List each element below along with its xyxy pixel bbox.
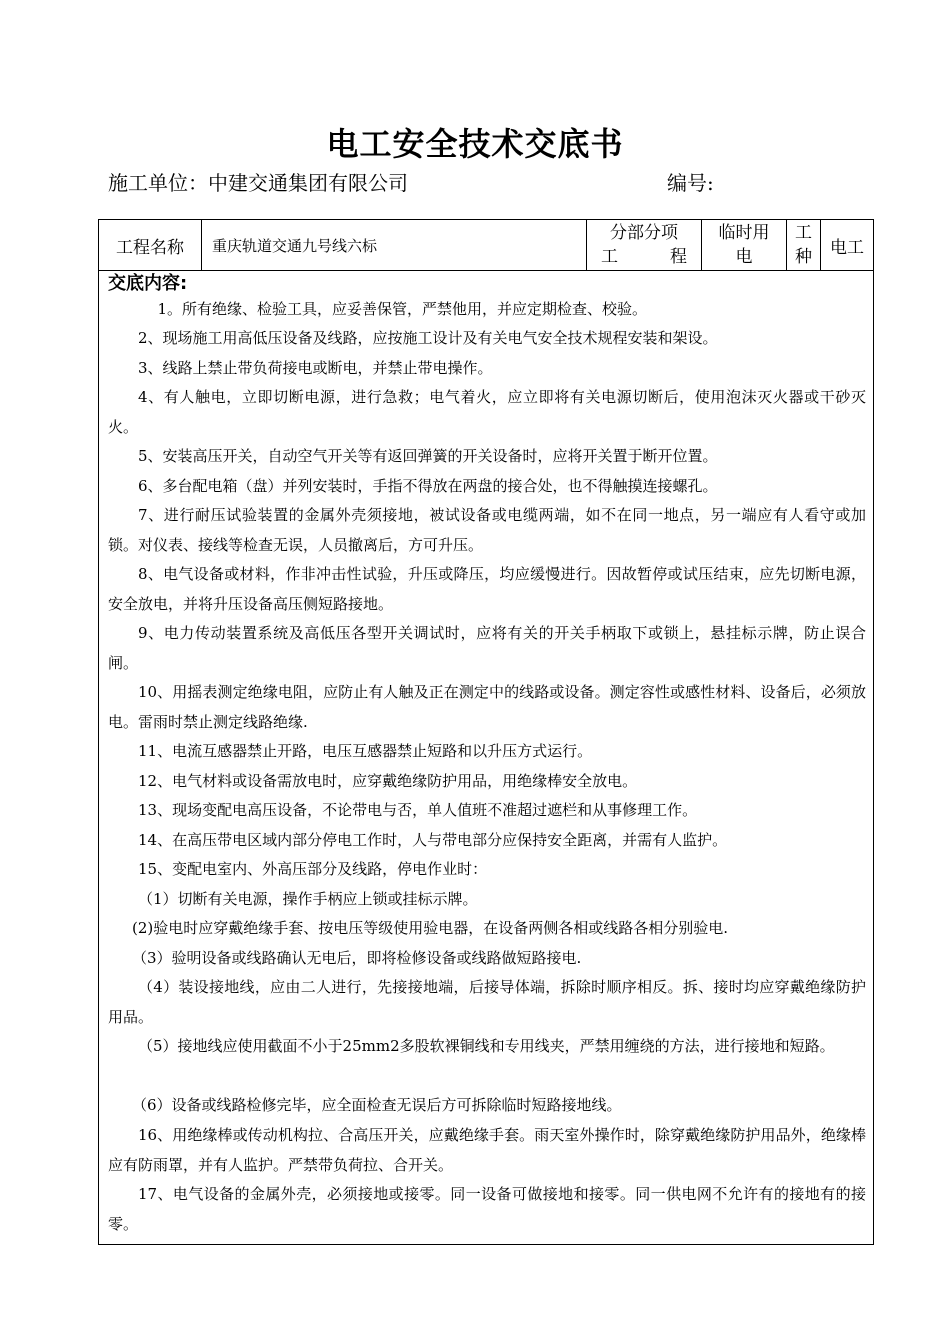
content-paragraph: 5、安装高压开关，自动空气开关等有返回弹簧的开关设备时，应将开关置于断开位置。 [138, 447, 718, 465]
content-paragraph: 6、多台配电箱（盘）并列安装时，手指不得放在两盘的接合处，也不得触摸连接螺孔。 [138, 477, 718, 495]
content-paragraph: 8、电气设备或材料，作非冲击性试验，升压或降压，均应缓慢进行。因故暂停或试压结束，应先切断电源，安全放电，并将升压设备高压侧短路接地。 [108, 565, 866, 613]
content-paragraph: （3）验明设备或线路确认无电后，即将检修设备或线路做短路接电. [132, 949, 582, 967]
project-name-label-cell [99, 220, 202, 270]
document-title: 电工安全技术交底书 [326, 125, 624, 163]
construction-unit: 施工单位：中建交通集团有限公司 [108, 171, 408, 195]
content-paragraph: 17、电气设备的金属外壳，必须接地或接零。同一设备可做接地和接零。同一供电网不允许有的接地有的接零。 [108, 1185, 866, 1233]
content-paragraph: 14、在高压带电区域内部分停电工作时，人与带电部分应保持安全距离，并需有人监护。 [138, 831, 728, 849]
content-paragraph: 9、电力传动装置系统及高低压各型开关调试时，应将有关的开关手柄取下或锁上，悬挂标示牌，防止误合闸。 [108, 624, 866, 672]
content-paragraph: 1。所有绝缘、检验工具，应妥善保管，严禁他用，并应定期检查、校验。 [157, 300, 648, 318]
trade-value: 电工 [830, 237, 864, 258]
document-number: 编号: [667, 171, 714, 195]
content-paragraph: 13、现场变配电高压设备，不论带电与否，单人值班不准超过遮栏和从事修理工作。 [138, 801, 698, 819]
content-paragraph: 15、变配电室内、外高压部分及线路，停电作业时： [138, 860, 488, 878]
content-paragraph: 3、线路上禁止带负荷接电或断电，并禁止带电操作。 [138, 359, 493, 377]
subitem-label-line2b: 程 [670, 247, 687, 267]
subitem-value-line1: 临时用 [718, 223, 770, 243]
subitem-label-line2a: 工 [601, 247, 618, 267]
project-name-label: 工程名称 [116, 237, 184, 258]
project-name-value: 重庆轨道交通九号线六标 [212, 236, 378, 255]
subitem-value-cell [702, 220, 787, 270]
subitem-value-line2: 电 [735, 247, 753, 267]
disclosure-table [98, 219, 874, 1245]
trade-value-cell [821, 220, 873, 270]
content-paragraph: 10、用摇表测定绝缘电阻，应防止有人触及正在测定中的线路或设备。测定容性或感性材料、设备后，必须放电。雷雨时禁止测定线路绝缘. [108, 683, 866, 731]
subitem-label-line1: 分部分项 [610, 223, 678, 243]
content-paragraph: （6）设备或线路检修完毕，应全面检查无误后方可拆除临时短路接地线。 [132, 1096, 622, 1114]
trade-label-line1: 工 [795, 223, 812, 243]
content-heading: 交底内容: [108, 273, 188, 294]
subitem-label-cell [587, 220, 702, 270]
content-paragraph: （4）装设接地线，应由二人进行，先接接地端，后接导体端，拆除时顺序相反。拆、接时均应穿戴绝缘防护用品。 [108, 978, 866, 1026]
content-paragraph: 16、用绝缘棒或传动机构拉、合高压开关，应戴绝缘手套。雨天室外操作时，除穿戴绝缘防护用品外，绝缘棒应有防雨罩，并有人监护。严禁带负荷拉、合开关。 [108, 1126, 866, 1174]
trade-label-cell [787, 220, 821, 270]
project-name-value-cell [202, 220, 587, 270]
content-paragraph: 12、电气材料或设备需放电时，应穿戴绝缘防护用品，用绝缘棒安全放电。 [138, 772, 638, 790]
content-paragraph: 11、电流互感器禁止开路，电压互感器禁止短路和以升压方式运行。 [138, 742, 593, 760]
content-paragraph: 2、现场施工用高低压设备及线路，应按施工设计及有关电气安全技术规程安装和架设。 [138, 329, 718, 347]
content-paragraph: (2)验电时应穿戴绝缘手套、按电压等级使用验电器，在设备两侧各相或线路各相分别验电. [132, 919, 729, 937]
content-paragraph: （5）接地线应使用截面不小于25mm2多股软裸铜线和专用线夹，严禁用缠绕的方法，进行接地和短路。 [138, 1037, 835, 1055]
trade-label-line2: 种 [795, 247, 812, 267]
content-paragraph: 4、有人触电，立即切断电源，进行急救；电气着火，应立即将有关电源切断后，使用泡沫灭火器或干砂灭火。 [108, 388, 866, 436]
content-paragraph: 7、进行耐压试验装置的金属外壳须接地，被试设备或电缆两端，如不在同一地点，另一端应有人看守或加锁。对仪表、接线等检查无误，人员撤离后，方可升压。 [108, 506, 866, 554]
table-header-row [99, 220, 873, 271]
content-paragraph: （1）切断有关电源，操作手柄应上锁或挂标示牌。 [138, 890, 478, 908]
